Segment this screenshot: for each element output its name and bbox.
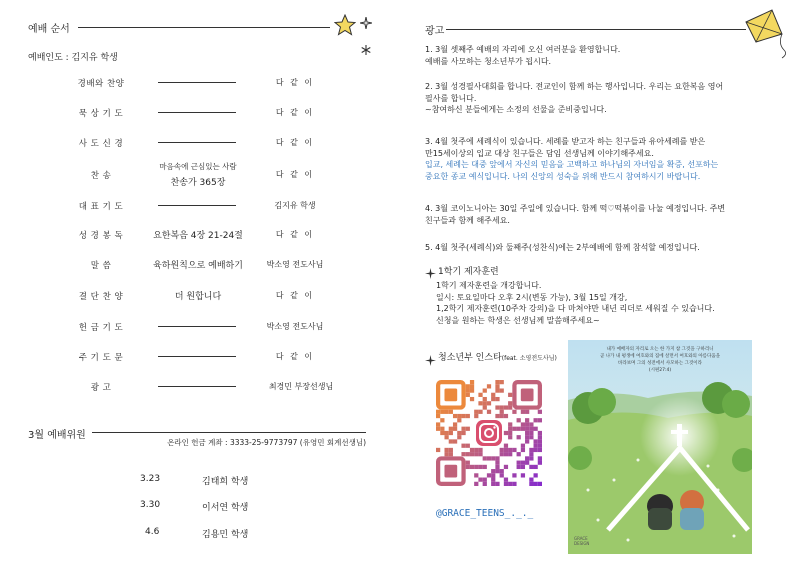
qr-module: [449, 448, 453, 452]
qr-module: [495, 405, 499, 409]
order-label: 결 단 찬 양: [78, 292, 124, 302]
qr-module: [495, 469, 499, 473]
qr-module: [529, 478, 533, 482]
qr-module: [466, 461, 470, 465]
qr-module: [521, 422, 525, 426]
qr-module: [474, 414, 478, 418]
announcements-title: 광고: [425, 26, 445, 37]
volunteer-date: 3.30: [140, 500, 161, 510]
caption-line: 곧 나가 내 평생에 여호와의 집에 살면서 여호와의 아름다움을: [599, 354, 721, 359]
qr-module: [508, 482, 512, 486]
order-right: 다 같 이: [275, 352, 315, 361]
order-label: 사 도 신 경: [78, 139, 124, 149]
volunteer-date: 4.6: [145, 527, 160, 537]
order-dash: [158, 205, 236, 206]
order-label: 묵 상 기 도: [78, 109, 124, 119]
announcement-line: 친구들과 함께 해주세요.: [425, 215, 510, 225]
qr-module: [538, 410, 542, 414]
announcement-5: [425, 242, 700, 254]
order-dash: [158, 112, 236, 113]
qr-module: [504, 448, 508, 452]
volunteer-date: 3.23: [140, 474, 161, 484]
qr-module: [457, 435, 461, 439]
order-dash: [158, 386, 236, 387]
qr-module: [500, 452, 504, 456]
qr-module: [436, 410, 440, 414]
training-line: 1학기 제자훈련을 개강합니다.: [436, 281, 542, 290]
qr-module: [483, 482, 487, 486]
qr-module: [508, 393, 512, 397]
qr-module: [512, 427, 516, 431]
order-right: 다 같 이: [275, 78, 315, 87]
order-right: 다 같 이: [275, 108, 315, 117]
qr-module: [466, 465, 470, 469]
qr-module: [491, 469, 495, 473]
qr-module: [436, 427, 440, 431]
qr-code[interactable]: [436, 380, 542, 486]
announcement-line-highlight: 입교, 세례는 대중 앞에서 자신의 믿음을 고백하고 하나님의 자녀임을 확증, 선포하는: [425, 160, 719, 169]
qr-module: [470, 397, 474, 401]
qr-module: [474, 448, 478, 452]
qr-module: [474, 482, 478, 486]
qr-module: [474, 410, 478, 414]
qr-module: [504, 478, 508, 482]
announcement-line-highlight: 중요한 종교 예식입니다. 나의 신앙의 성숙을 위해 반드시 참여하시기 바랍니다.: [425, 171, 701, 181]
qr-module: [478, 410, 482, 414]
qr-module: [444, 410, 448, 414]
qr-module: [500, 473, 504, 477]
qr-module: [538, 456, 542, 460]
order-label: 경배와 찬양: [77, 79, 125, 89]
qr-module: [504, 405, 508, 409]
qr-module: [470, 448, 474, 452]
qr-module: [517, 427, 521, 431]
training-line: 신청을 원하는 학생은 선생님께 말씀해주세요~: [436, 315, 600, 325]
qr-module: [483, 478, 487, 482]
asterisk-icon: [361, 40, 371, 59]
qr-module: [461, 431, 465, 435]
qr-module: [444, 452, 448, 456]
announcements-divider: [446, 29, 746, 30]
qr-module: [444, 448, 448, 452]
sparkle-icon: [360, 14, 372, 33]
qr-module: [483, 405, 487, 409]
order-label: 광 고: [90, 383, 112, 393]
announcement-line: ~참여하신 분들에게는 소정의 선물을 준비중입니다.: [425, 105, 607, 114]
qr-module: [521, 448, 525, 452]
announcement-line: 예배를 사모하는 청소년부가 됩시다.: [425, 56, 552, 66]
order-label: 주 기 도 문: [78, 353, 124, 363]
qr-module: [466, 388, 470, 392]
qr-module: [529, 427, 533, 431]
order-label: 찬 송: [90, 171, 112, 181]
qr-module: [504, 465, 508, 469]
qr-module: [461, 414, 465, 418]
qr-module: [508, 401, 512, 405]
qr-module: [487, 384, 491, 388]
qr-module: [534, 465, 538, 469]
qr-module: [470, 384, 474, 388]
announcement-1: [425, 44, 620, 67]
qr-module: [495, 397, 499, 401]
qr-module: [500, 410, 504, 414]
caption-line: (시편27:4): [648, 368, 672, 373]
qr-module: [500, 405, 504, 409]
volunteer-name: 김태희 학생: [202, 477, 249, 487]
order-label: 성 경 봉 독: [78, 231, 124, 241]
qr-module: [491, 393, 495, 397]
qr-module: [508, 435, 512, 439]
qr-module: [461, 444, 465, 448]
qr-module: [538, 461, 542, 465]
qr-module: [534, 444, 538, 448]
announcement-line: 필사를 합니다.: [425, 93, 477, 103]
instagram-handle[interactable]: @GRACE_TEENS_._._: [436, 508, 534, 519]
qr-module: [491, 456, 495, 460]
order-right: 김지유 학생: [274, 201, 316, 210]
qr-module: [534, 439, 538, 443]
qr-module: [538, 448, 542, 452]
instagram-subtitle: (feat. 소영전도사님): [501, 355, 557, 362]
qr-module: [508, 405, 512, 409]
qr-module: [453, 414, 457, 418]
qr-module: [521, 461, 525, 465]
worship-order-title: 예배 순서: [28, 24, 70, 35]
order-dash: [158, 82, 236, 83]
qr-module: [538, 431, 542, 435]
offering-account: 온라인 헌금 계좌 : 3333-25-9773797 (유영민 회계선생님): [167, 438, 366, 447]
qr-module: [495, 465, 499, 469]
qr-module: [504, 452, 508, 456]
order-right: 다 같 이: [275, 230, 315, 239]
qr-module: [529, 431, 533, 435]
qr-module: [466, 384, 470, 388]
qr-module: [470, 465, 474, 469]
qr-module: [500, 380, 504, 384]
qr-module: [474, 452, 478, 456]
qr-module: [534, 482, 538, 486]
qr-module: [478, 478, 482, 482]
qr-module: [508, 452, 512, 456]
qr-module: [512, 473, 516, 477]
qr-module: [474, 473, 478, 477]
order-label: 헌 금 기 도: [78, 323, 124, 333]
order-label: 대 표 기 도: [78, 202, 124, 212]
qr-module: [521, 465, 525, 469]
training-details: [436, 280, 715, 326]
qr-module: [500, 469, 504, 473]
qr-module: [457, 414, 461, 418]
qr-module: [466, 393, 470, 397]
qr-module: [487, 410, 491, 414]
qr-module: [478, 465, 482, 469]
qr-module: [470, 388, 474, 392]
qr-module: [440, 427, 444, 431]
qr-module: [457, 431, 461, 435]
qr-module: [521, 444, 525, 448]
qr-module: [491, 473, 495, 477]
sparkle-icon: [425, 264, 436, 283]
qr-module: [495, 384, 499, 388]
order-middle: 더 원합니다: [174, 292, 222, 302]
qr-module: [517, 418, 521, 422]
qr-module: [453, 422, 457, 426]
qr-module: [470, 452, 474, 456]
qr-module: [470, 380, 474, 384]
instagram-icon: [476, 420, 502, 446]
qr-module: [466, 452, 470, 456]
qr-module: [478, 448, 482, 452]
qr-module: [466, 444, 470, 448]
qr-module: [529, 482, 533, 486]
qr-module: [525, 456, 529, 460]
announcement-line: 3. 4월 첫주에 세례식이 있습니다. 세례를 받고자 하는 친구들과 유아세례를 받은: [425, 137, 706, 146]
order-right: 박소영 전도사님: [266, 322, 324, 331]
qr-module: [504, 444, 508, 448]
order-right: 박소영 전도사님: [266, 260, 324, 269]
star-icon: [334, 14, 356, 40]
qr-module: [449, 427, 453, 431]
qr-module: [500, 448, 504, 452]
qr-module: [440, 410, 444, 414]
qr-module: [504, 482, 508, 486]
qr-module: [525, 431, 529, 435]
qr-module: [534, 418, 538, 422]
qr-module: [474, 465, 478, 469]
announcement-line: 1. 3월 셋째주 예배의 자리에 오신 여러분을 환영합니다.: [425, 45, 621, 54]
qr-module: [517, 461, 521, 465]
announcement-3: [425, 136, 718, 182]
qr-module: [449, 439, 453, 443]
qr-module: [449, 410, 453, 414]
qr-module: [491, 478, 495, 482]
qr-module: [521, 473, 525, 477]
announcement-line: 2. 3월 성경필사대회를 합니다. 전교인이 함께 하는 행사입니다. 우리는 요한복음 영어: [425, 82, 724, 91]
qr-module: [538, 444, 542, 448]
qr-module: [534, 427, 538, 431]
qr-module: [491, 482, 495, 486]
qr-module: [436, 422, 440, 426]
qr-module: [504, 414, 508, 418]
qr-module: [525, 461, 529, 465]
qr-module: [538, 435, 542, 439]
qr-module: [440, 418, 444, 422]
qr-module: [449, 431, 453, 435]
qr-module: [512, 410, 516, 414]
illustration-caption: [574, 346, 746, 374]
instagram-title-text: 청소년부 인스타: [438, 353, 502, 363]
qr-module: [487, 473, 491, 477]
illustration: [568, 340, 752, 554]
qr-module: [444, 431, 448, 435]
qr-module: [525, 439, 529, 443]
qr-module: [478, 393, 482, 397]
qr-module: [529, 435, 533, 439]
qr-module: [538, 418, 542, 422]
qr-module: [512, 448, 516, 452]
sparkle-icon: [425, 351, 436, 370]
announcement-line: 5. 4월 첫주(세례식)와 둘째주(성찬식)에는 2부예배에 함께 참석할 예정입니다.: [425, 243, 700, 252]
volunteer-name: 김용민 학생: [202, 530, 249, 540]
qr-module: [491, 397, 495, 401]
qr-module: [525, 418, 529, 422]
qr-module: [508, 431, 512, 435]
qr-module: [457, 418, 461, 422]
qr-module: [483, 397, 487, 401]
qr-module: [495, 482, 499, 486]
qr-module: [504, 431, 508, 435]
qr-module: [495, 456, 499, 460]
qr-module: [529, 422, 533, 426]
qr-module: [529, 448, 533, 452]
announcement-line: 4. 3월 코이노니아는 30일 주일에 있습니다. 함께 떡♡떡볶이를 나눌 예정입니다. 주변: [425, 204, 726, 213]
order-right: 다 같 이: [275, 170, 315, 179]
qr-module: [483, 401, 487, 405]
qr-module: [500, 414, 504, 418]
qr-module: [517, 452, 521, 456]
qr-module: [525, 427, 529, 431]
training-title: 1학기 제자훈련: [438, 267, 499, 277]
qr-module: [461, 427, 465, 431]
qr-module: [466, 427, 470, 431]
training-line: 1,2학기 제자훈련(10주차 강의)을 다 마쳐야만 내년 리더로 세워질 수 있습니다.: [436, 304, 715, 313]
qr-module: [483, 388, 487, 392]
caption-line: 내가 예배자의 자리로 오는 한 가지 참 그것을 구하리니: [606, 347, 714, 352]
order-dash: [158, 142, 236, 143]
order-dash: [158, 356, 236, 357]
qr-module: [521, 410, 525, 414]
volunteer-name: 이서연 학생: [202, 503, 249, 513]
qr-module: [466, 414, 470, 418]
qr-module: [517, 435, 521, 439]
qr-module: [534, 473, 538, 477]
qr-module: [436, 448, 440, 452]
qr-module: [487, 456, 491, 460]
qr-module: [461, 452, 465, 456]
order-middle-top: 마음속에 근심있는 사람: [159, 162, 237, 171]
announcement-4: [425, 203, 725, 226]
qr-module: [521, 427, 525, 431]
volunteers-title: 3월 예배위원: [28, 430, 86, 441]
qr-module: [495, 380, 499, 384]
order-right: 최경민 부장선생님: [268, 382, 334, 391]
qr-finder-center: [444, 465, 457, 478]
qr-module: [529, 456, 533, 460]
qr-module: [453, 439, 457, 443]
qr-module: [508, 422, 512, 426]
qr-module: [534, 448, 538, 452]
announcement-line: 만15세이상의 입교 대상 친구들은 담임 선생님께 이야기해주세요.: [425, 148, 654, 158]
qr-module: [487, 401, 491, 405]
qr-module: [525, 435, 529, 439]
qr-module: [525, 422, 529, 426]
caption-line: 바라보며 그의 성전에서 사모하는 그것이라: [618, 361, 702, 366]
qr-module: [495, 414, 499, 418]
order-middle: 육하원칙으로 예배하기: [153, 261, 243, 271]
qr-module: [512, 482, 516, 486]
qr-module: [483, 456, 487, 460]
qr-module: [478, 401, 482, 405]
worship-leader: 예배인도 : 김지유 학생: [28, 53, 118, 63]
qr-module: [529, 452, 533, 456]
qr-module: [483, 465, 487, 469]
training-line: 일시: 토요일마다 오후 2시(변동 가능), 3월 15일 개강,: [436, 292, 628, 302]
qr-module: [508, 427, 512, 431]
order-right: 다 같 이: [275, 138, 315, 147]
qr-finder-center: [444, 388, 457, 401]
qr-finder-center: [521, 388, 534, 401]
order-middle: 요한복음 4장 21-24절: [153, 231, 243, 241]
volunteers-divider: [92, 432, 366, 433]
qr-module: [529, 465, 533, 469]
qr-module: [517, 465, 521, 469]
illustration-signature: GRACE DESIGN: [574, 536, 590, 546]
qr-module: [495, 461, 499, 465]
qr-module: [444, 435, 448, 439]
qr-module: [436, 414, 440, 418]
title-divider: [78, 27, 330, 28]
instagram-title: [438, 350, 557, 363]
qr-module: [440, 431, 444, 435]
qr-module: [495, 388, 499, 392]
qr-module: [453, 427, 457, 431]
order-label: 말 씀: [90, 261, 112, 271]
order-middle: 찬송가 365장: [170, 178, 226, 188]
qr-module: [508, 448, 512, 452]
qr-module: [538, 439, 542, 443]
qr-module: [449, 452, 453, 456]
order-right: 다 같 이: [275, 291, 315, 300]
qr-module: [538, 482, 542, 486]
kite-icon: [742, 8, 790, 64]
qr-module: [525, 410, 529, 414]
order-dash: [158, 326, 236, 327]
announcement-2: [425, 81, 723, 116]
qr-module: [478, 452, 482, 456]
qr-module: [500, 388, 504, 392]
